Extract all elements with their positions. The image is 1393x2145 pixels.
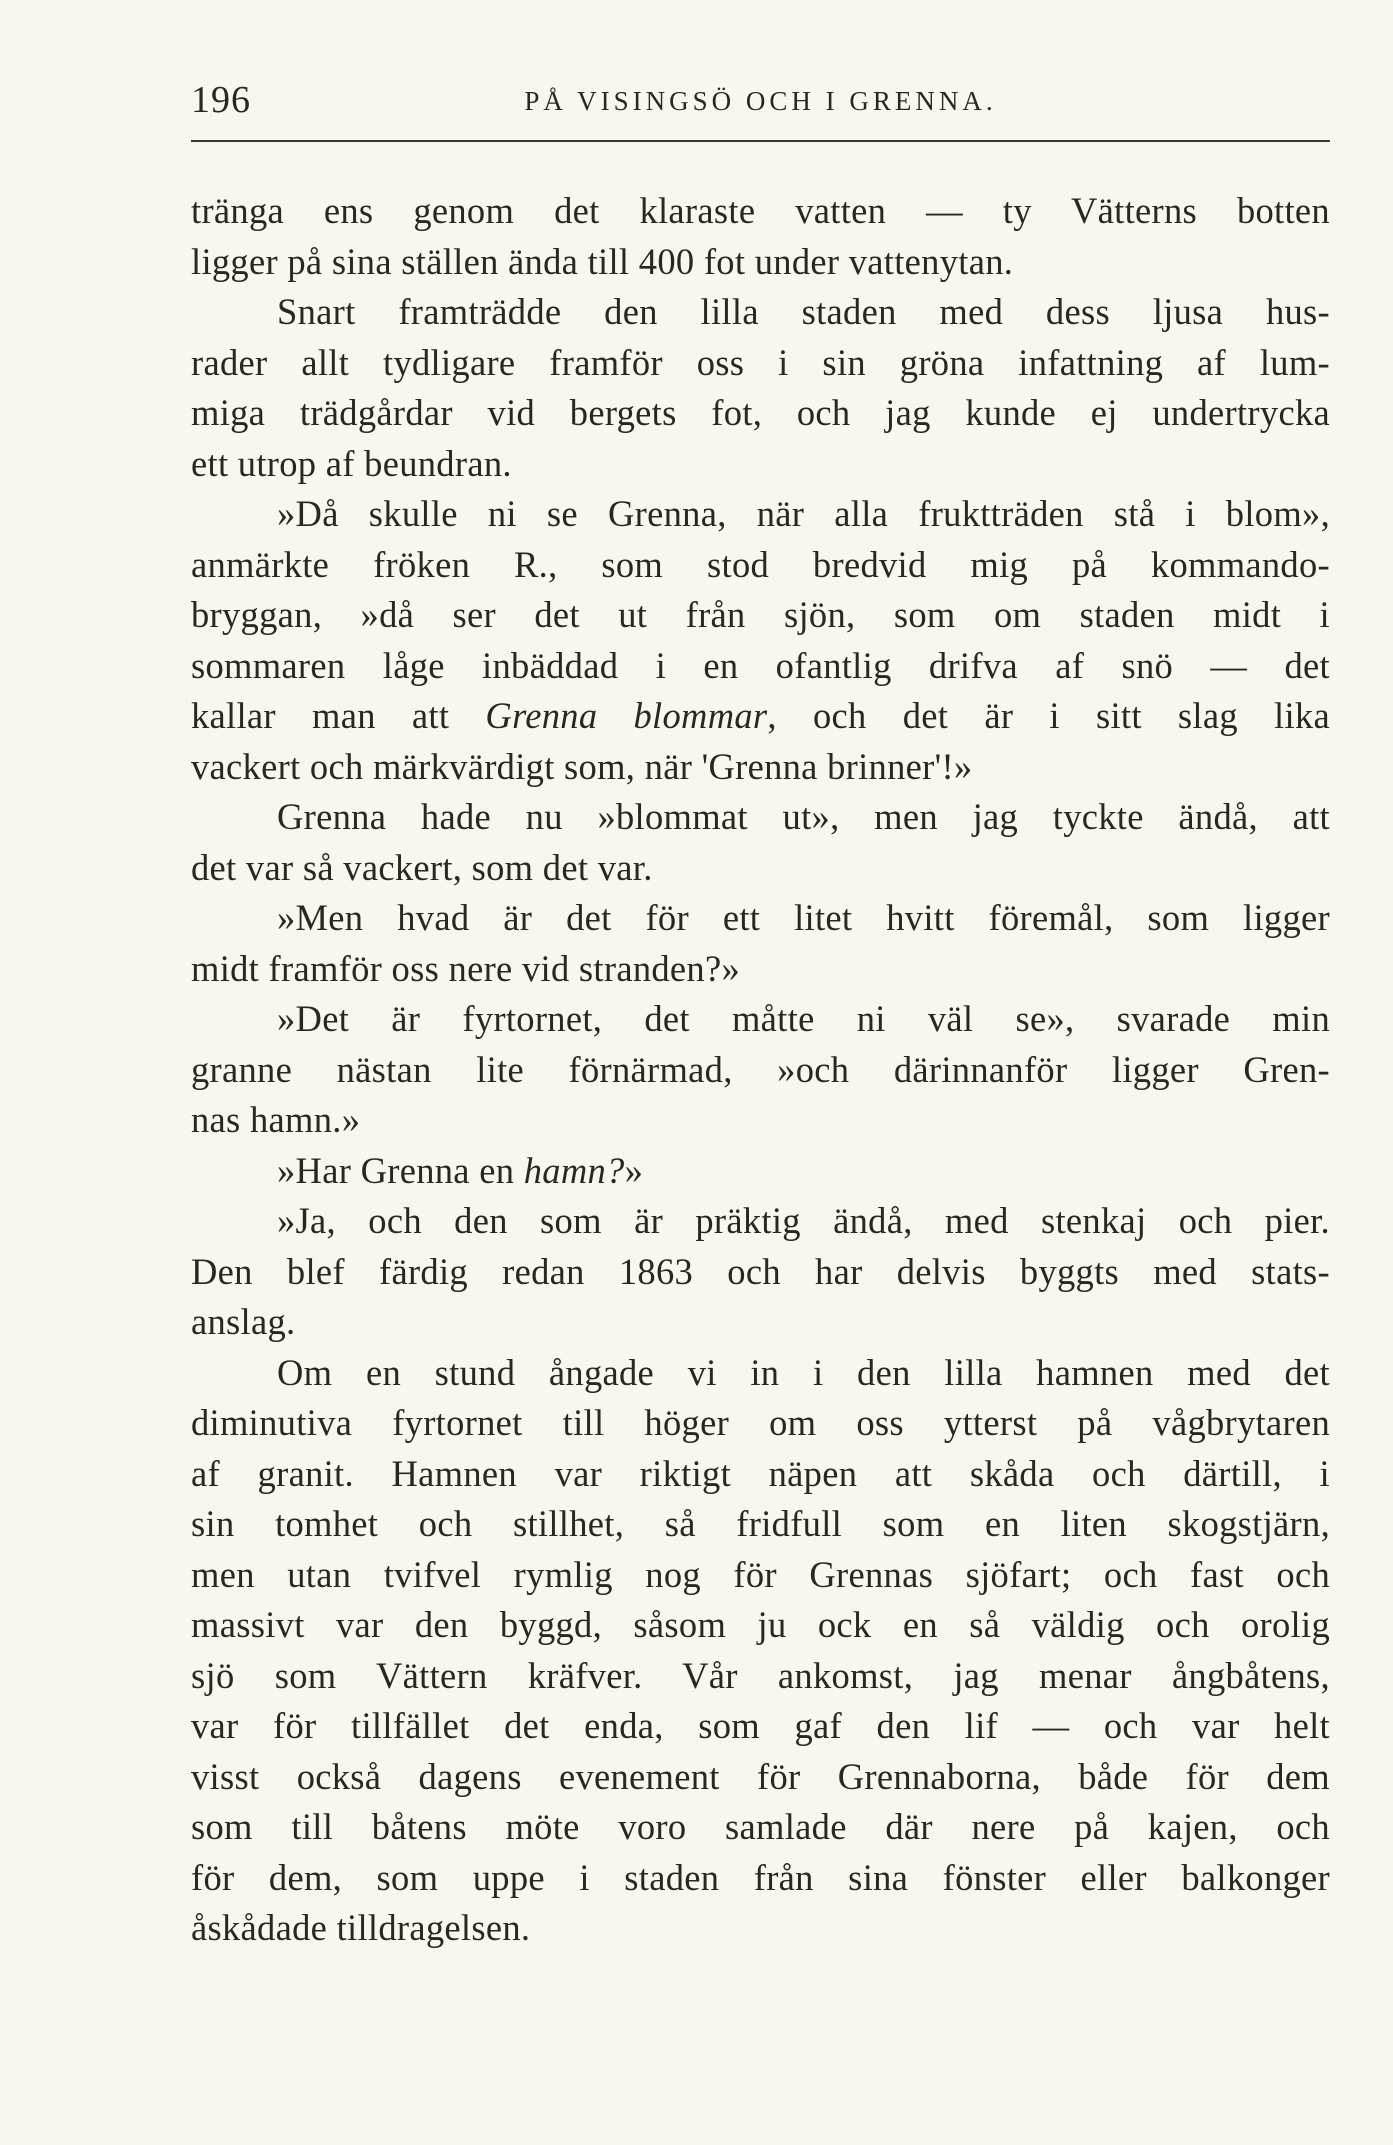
text-line: miga trädgårdar vid bergets fot, och jag kunde ej undertrycka bbox=[191, 392, 1330, 433]
text-segment: , och det är i sitt slag lika bbox=[767, 695, 1330, 736]
text-line: sommaren låge inbäddad i en ofantlig drifva af snö — det bbox=[191, 644, 1330, 686]
text-line: anslag. bbox=[191, 1301, 296, 1342]
text-line: åskådade tilldragelsen. bbox=[191, 1907, 531, 1948]
text-line: rader allt tydligare framför oss i sin gröna infattning af lum- bbox=[191, 341, 1330, 383]
text-line: tränga ens genom det klaraste vatten — ty Vätterns botten bbox=[191, 190, 1330, 231]
text-line: Grenna hade nu »blommat ut», men jag tyckte ändå, att bbox=[277, 796, 1330, 837]
text-line: Den blef färdig redan 1863 och har delvis byggts med stats- bbox=[191, 1250, 1330, 1292]
body-text bbox=[191, 186, 1330, 1954]
text-line: diminutiva fyrtornet till höger om oss ytterst på vågbrytaren bbox=[191, 1402, 1330, 1443]
text-line bbox=[191, 691, 1330, 742]
text-line: »Det är fyrtornet, det måtte ni väl se», svarade min bbox=[277, 998, 1330, 1039]
page-header bbox=[191, 78, 1330, 128]
text-line: det var så vackert, som det var. bbox=[191, 846, 653, 888]
text-line: af granit. Hamnen var riktigt näpen att skåda och därtill, i bbox=[191, 1452, 1330, 1494]
text-line: midt framför oss nere vid stranden?» bbox=[191, 947, 741, 989]
text-line: vackert och märkvärdigt som, när 'Grenna brinner'!» bbox=[191, 745, 973, 787]
text-line: »Ja, och den som är präktig ändå, med stenkaj och pier. bbox=[277, 1200, 1330, 1241]
text-line: sin tomhet och stillhet, så fridfull som en liten skogstjärn, bbox=[191, 1503, 1330, 1544]
italic-text: hamn? bbox=[523, 1149, 625, 1191]
text-line: sjö som Vättern kräfver. Vår ankomst, jag menar ångbåtens, bbox=[191, 1654, 1330, 1696]
text-line: massivt var den byggd, såsom ju ock en så väldig och orolig bbox=[191, 1604, 1330, 1645]
text-line: var för tillfället det enda, som gaf den lif — och var helt bbox=[191, 1705, 1330, 1746]
italic-text: Grenna blommar bbox=[485, 695, 768, 736]
text-line: »Men hvad är det för ett litet hvitt föremål, som ligger bbox=[277, 897, 1330, 938]
text-line bbox=[191, 1146, 1330, 1197]
text-line: anmärkte fröken R., som stod bredvid mig på kommando- bbox=[191, 543, 1330, 585]
text-line: ligger på sina ställen ända till 400 fot under vattenytan. bbox=[191, 240, 1014, 282]
text-segment: »Har Grenna en bbox=[277, 1149, 524, 1191]
text-line: bryggan, »då ser det ut från sjön, som om staden midt i bbox=[191, 594, 1330, 635]
text-segment: kallar man att bbox=[191, 695, 486, 736]
text-line: Snart framträdde den lilla staden med dess ljusa hus- bbox=[277, 291, 1330, 332]
text-line: granne nästan lite förnärmad, »och därinnanför ligger Gren- bbox=[191, 1048, 1330, 1090]
text-line: som till båtens möte voro samlade där nere på kajen, och bbox=[191, 1806, 1330, 1847]
header-rule bbox=[191, 140, 1330, 142]
text-line: ett utrop af beundran. bbox=[191, 442, 512, 484]
running-title: PÅ VISINGSÖ OCH I GRENNA. bbox=[524, 86, 997, 116]
page-number: 196 bbox=[191, 79, 251, 121]
text-line: Om en stund ångade vi in i den lilla hamnen med det bbox=[277, 1351, 1330, 1393]
text-line: visst också dagens evenement för Grennaborna, både för dem bbox=[191, 1755, 1330, 1797]
text-segment: » bbox=[624, 1149, 644, 1191]
text-line: nas hamn.» bbox=[191, 1099, 361, 1140]
text-line: men utan tvifvel rymlig nog för Grennas sjöfart; och fast och bbox=[191, 1553, 1330, 1595]
text-line: »Då skulle ni se Grenna, när alla fruktträden stå i blom», bbox=[277, 493, 1330, 534]
text-line: för dem, som uppe i staden från sina fönster eller balkonger bbox=[191, 1856, 1330, 1898]
